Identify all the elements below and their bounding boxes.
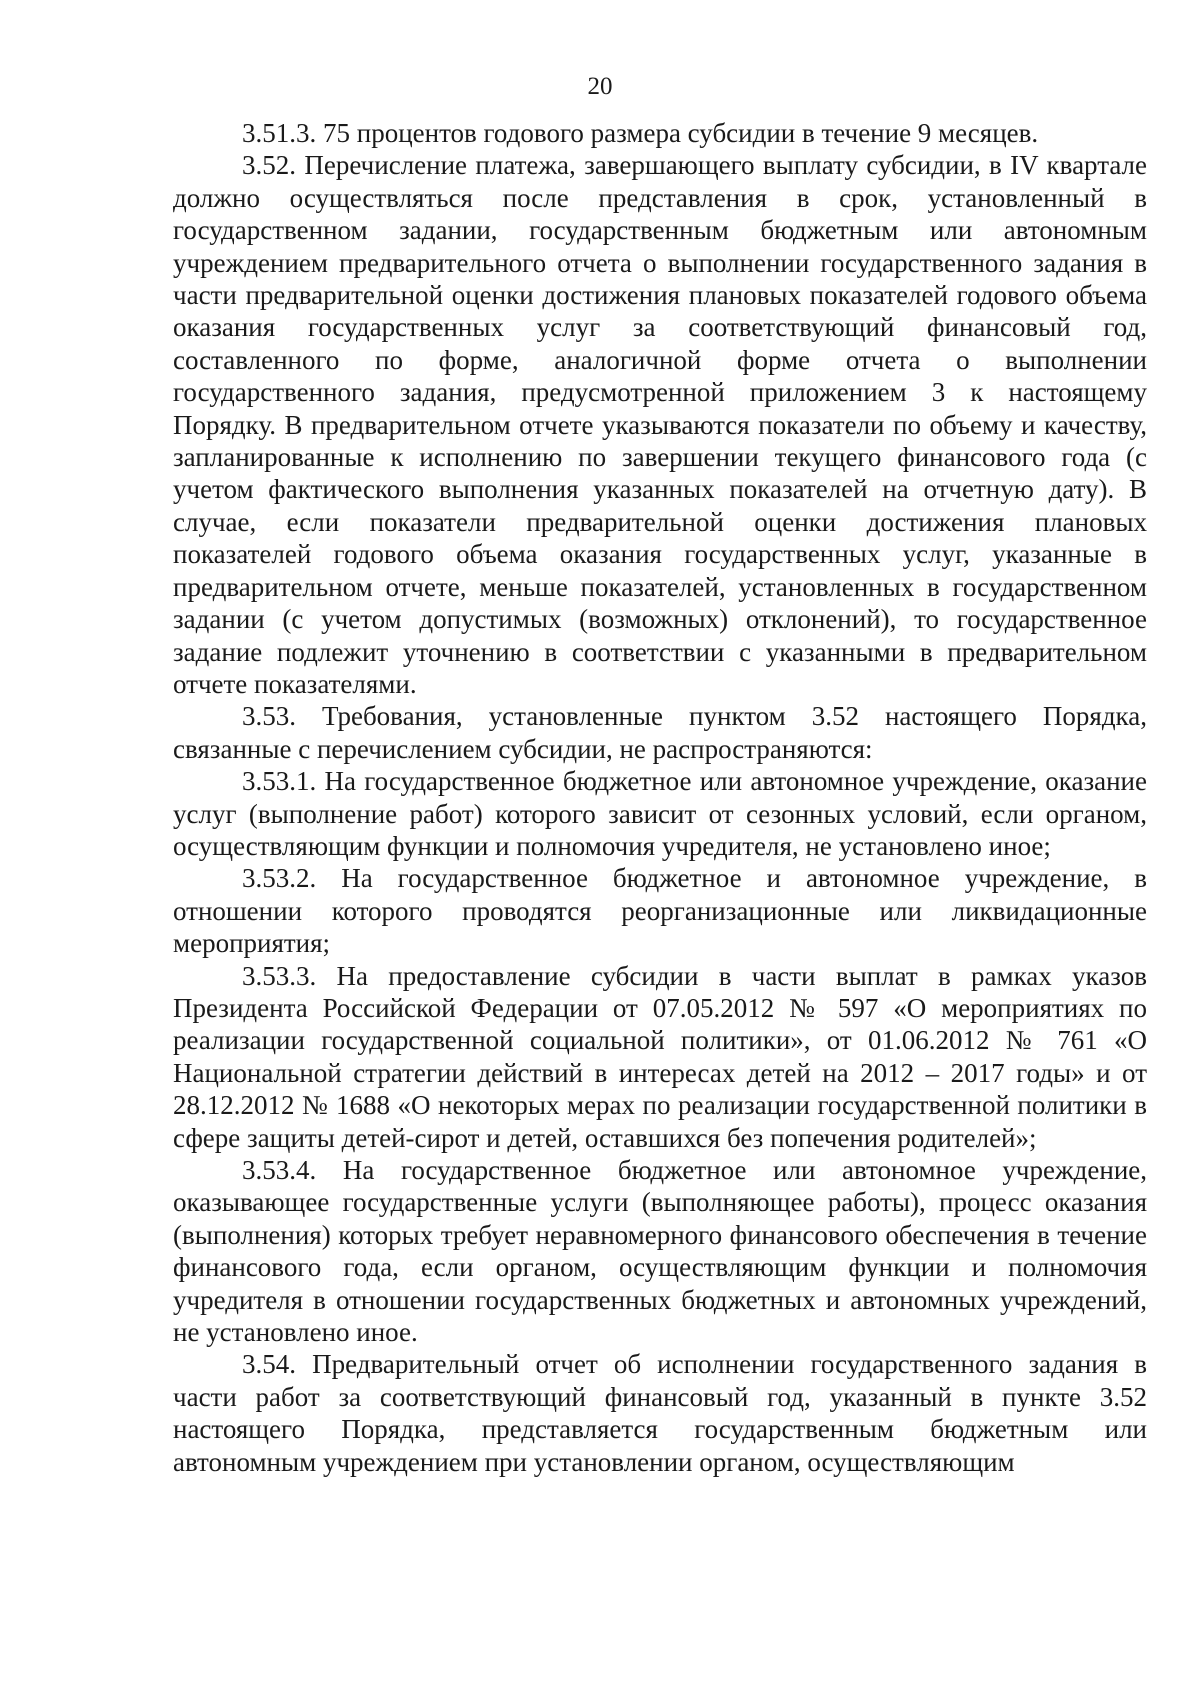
paragraph-3-53-4: 3.53.4. На государственное бюджетное или автономное учреждение, оказывающее государственные услуги (выполняющее работы), процесс оказания (выполнения) которых требует неравномерного финансового обеспечения в течение финансового года, если органом, осуществляющим функции и полномочия учредителя в отношении государственных бюджетных и автономных учреждений, не установлено иное. <box>173 1155 1147 1348</box>
paragraph-3-53: 3.53. Требования, установленные пунктом 3.52 настоящего Порядка, связанные с перечислением субсидии, не распространяются: <box>173 701 1147 764</box>
paragraph-3-51-3: 3.51.3. 75 процентов годового размера субсидии в течение 9 месяцев. <box>242 118 1039 148</box>
paragraph-3-53-3: 3.53.3. На предоставление субсидии в части выплат в рамках указов Президента Российской Федерации от 07.05.2012 № 597 «О мероприятиях по реализации государственной социальной политики», от 01.06.2012 № 761 «О Национальной стратегии действий в интересах детей на 2012 – 2017 годы» и от 28.12.2012 № 1688 «О некоторых мерах по реализации государственной политики в сфере защиты детей-сирот и детей, оставшихся без попечения родителей»; <box>173 960 1147 1153</box>
paragraph-3-54: 3.54. Предварительный отчет об исполнении государственного задания в части работ за соответствующий финансовый год, указанный в пункте 3.52 настоящего Порядка, представляется государственным бюджетным или автономным учреждением при установлении органом, осуществляющим <box>173 1349 1147 1477</box>
page-number: 20 <box>587 73 613 100</box>
document-body <box>173 117 1147 1478</box>
paragraph-3-53-2: 3.53.2. На государственное бюджетное и автономное учреждение, в отношении которого проводятся реорганизационные или ликвидационные мероприятия; <box>173 863 1147 959</box>
paragraph-3-52: 3.52. Перечисление платежа, завершающего выплату субсидии, в IV квартале должно осуществляться после представления в срок, установленный в государственном задании, государственным бюджетным или автономным учреждением предварительного отчета о выполнении государственного задания в части предварительной оценки достижения плановых показателей годового объема оказания государственных услуг за соответствующий финансовый год, составленного по форме, аналогичной форме отчета о выполнении государственного задания, предусмотренной приложением 3 к настоящему Порядку. В предварительном отчете указываются показатели по объему и качеству, запланированные к исполнению по завершении текущего финансового года (с учетом фактического выполнения указанных показателей на отчетную дату). В случае, если показатели предварительной оценки достижения плановых показателей годового объема оказания государственных услуг, указанные в предварительном отчете, меньше показателей, установленных в государственном задании (с учетом допустимых (возможных) отклонений), то государственное задание подлежит уточнению в соответствии с указанными в предварительном отчете показателями. <box>173 150 1147 699</box>
paragraph-3-53-1: 3.53.1. На государственное бюджетное или автономное учреждение, оказание услуг (выполнение работ) которого зависит от сезонных условий, если органом, осуществляющим функции и полномочия учредителя, не установлено иное; <box>173 766 1147 861</box>
